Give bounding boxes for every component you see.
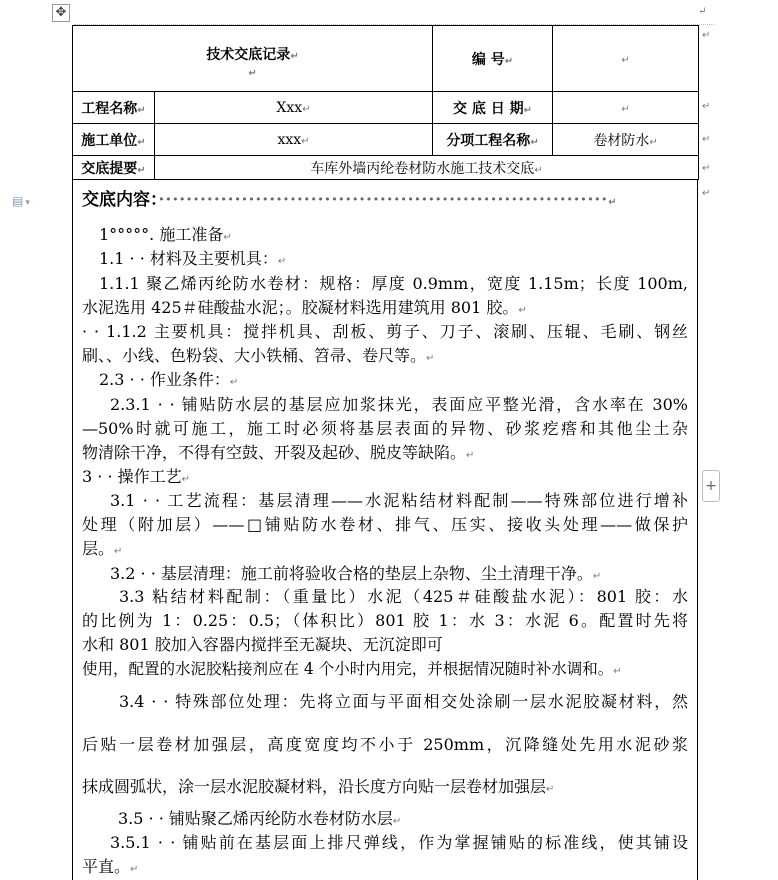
end-of-row-mark: ↵ xyxy=(702,101,711,112)
header-row-project xyxy=(73,92,699,124)
content-line: 处理（附加层）——□铺贴防水卷材、排气、压实、接收头处理——做保护 xyxy=(82,515,688,534)
end-of-row-mark: ↵ xyxy=(702,188,711,199)
content-line: 刷、、小线、色粉袋、大小铁桶、笤帚、卷尺等。↵ xyxy=(82,346,435,365)
content-line: —50%时就可施工，施工时必须将基层表面的异物、砂浆疙瘩和其他尘土杂 xyxy=(82,419,688,438)
summary-value: 车库外墙丙纶卷材防水施工技术交底 xyxy=(310,160,535,177)
construction-unit-label-cell: 施工单位↵ xyxy=(73,124,155,156)
chevron-down-icon[interactable]: ▾ xyxy=(25,198,30,208)
header-row-summary xyxy=(73,156,699,180)
header-table xyxy=(72,25,699,180)
content-line: · · 1.1.2 主要机具：搅拌机具、刮板、剪子、刀子、滚刷、压辊、毛刷、钢丝 xyxy=(82,322,688,341)
content-line: 1.1 · · 材料及主要机具：↵ xyxy=(99,249,287,268)
content-heading: 交底内容：·································································↵ xyxy=(82,190,617,210)
construction-unit-value-cell[interactable]: xxx↵ xyxy=(155,124,433,156)
content-line: 物清除干净，不得有空鼓、开裂及起砂、脱皮等缺陷。↵ xyxy=(82,443,475,462)
content-line: 3.5.1 · · 铺贴前在基层面上排尺弹线，作为掌握铺贴的标准线，使其铺设 xyxy=(110,833,688,852)
subproject-label: 分项工程名称 xyxy=(446,132,531,149)
content-heading-text: 交底内容： xyxy=(82,190,159,210)
summary-value-cell[interactable]: 车库外墙丙纶卷材防水施工技术交底↵ xyxy=(155,156,699,180)
content-line: 平直。↵ xyxy=(82,857,139,876)
header-row-title xyxy=(73,26,699,92)
content-line: 水泥选用 425＃硅酸盐水泥；。胶凝材料选用建筑用 801 胶。↵ xyxy=(82,298,527,317)
date-label: 交 底 日 期 xyxy=(453,100,524,117)
content-area[interactable] xyxy=(72,180,698,880)
content-line: 1.1.1 聚乙烯丙纶防水卷材：规格：厚度 0.9mm，宽度 1.15m；长度 100m, xyxy=(99,274,688,293)
end-of-row-mark: ↵ xyxy=(702,134,711,145)
project-name-value: Xxx xyxy=(276,99,303,116)
subproject-value: 卷材防水 xyxy=(593,132,650,149)
content-line: 2.3.1 · · 铺贴防水层的基层应加浆抹光，表面应平整光滑，含水率在 30% xyxy=(110,395,688,414)
date-value-cell[interactable]: ↵ xyxy=(553,92,699,124)
document-icon[interactable]: ▤ ▾ xyxy=(12,194,30,208)
end-of-row-mark: ↵ xyxy=(702,30,711,41)
construction-unit-label: 施工单位 xyxy=(81,132,138,149)
content-line: 2.3 · · 作业条件：↵ xyxy=(99,370,239,389)
record-title: 技术交底记录 xyxy=(206,46,291,63)
date-label-cell: 交 底 日 期↵ xyxy=(433,92,553,124)
project-name-label: 工程名称 xyxy=(81,100,138,117)
content-line: 3.1 · · 工艺流程：基层清理——水泥粘结材料配制——特殊部位进行增补 xyxy=(110,491,688,510)
content-line: 抹成圆弧状，涂一层水泥胶凝材料，沿长度方向贴一层卷材加强层↵ xyxy=(82,777,555,796)
subproject-label-cell: 分项工程名称↵ xyxy=(433,124,553,156)
content-line: 使用，配置的水泥胶粘接剂应在 4 个小时内用完，并根据情况随时补水调和。↵ xyxy=(82,660,622,678)
content-line: 后贴一层卷材加强层，高度宽度均不小于 250mm，沉降缝处先用水泥砂浆 xyxy=(82,735,688,754)
content-line: 层。↵ xyxy=(82,539,123,558)
subproject-value-cell[interactable]: 卷材防水↵ xyxy=(553,124,699,156)
content-line: 1°°°°°. 施工准备↵ xyxy=(99,225,232,244)
project-name-label-cell: 工程名称↵ xyxy=(73,92,155,124)
end-of-cell-mark: ↵ xyxy=(698,6,707,17)
summary-label-cell: 交底提要↵ xyxy=(73,156,155,180)
content-line: 3 · · 操作工艺↵ xyxy=(82,467,191,486)
construction-unit-value: xxx xyxy=(277,131,302,148)
add-row-button[interactable]: + xyxy=(702,470,720,502)
number-label-cell: 编 号↵ xyxy=(433,26,553,92)
record-title-cell[interactable]: 技术交底记录↵ ↵ xyxy=(73,26,433,92)
number-value-cell[interactable]: ↵ xyxy=(553,26,699,92)
number-label: 编 号 xyxy=(471,51,505,68)
content-line: 的比例为 1：0.25：0.5；（体积比）801 胶 1：水 3：水泥 6。配置时先将 xyxy=(82,611,688,630)
project-name-value-cell[interactable]: Xxx↵ xyxy=(155,92,433,124)
content-line: 3.3 粘结材料配制：（重量比）水泥（425＃硅酸盐水泥）：801 胶：水 xyxy=(119,587,688,606)
content-line: 3.5 · · 铺贴聚乙烯丙纶防水卷材防水层↵ xyxy=(118,809,402,828)
end-of-row-mark: ↵ xyxy=(702,163,711,174)
content-line: 3.4 · · 特殊部位处理：先将立面与平面相交处涂刷一层水泥胶凝材料，然 xyxy=(119,692,688,711)
table-move-handle-icon[interactable]: ✥ xyxy=(52,4,70,22)
header-row-unit xyxy=(73,124,699,156)
content-line: 3.2 · · 基层清理：施工前将验收合格的垫层上杂物、尘土清理干净。↵ xyxy=(110,564,602,583)
content-line: 水和 801 胶加入容器内搅拌至无凝块、无沉淀即可 xyxy=(82,635,443,654)
summary-label: 交底提要 xyxy=(81,160,138,177)
